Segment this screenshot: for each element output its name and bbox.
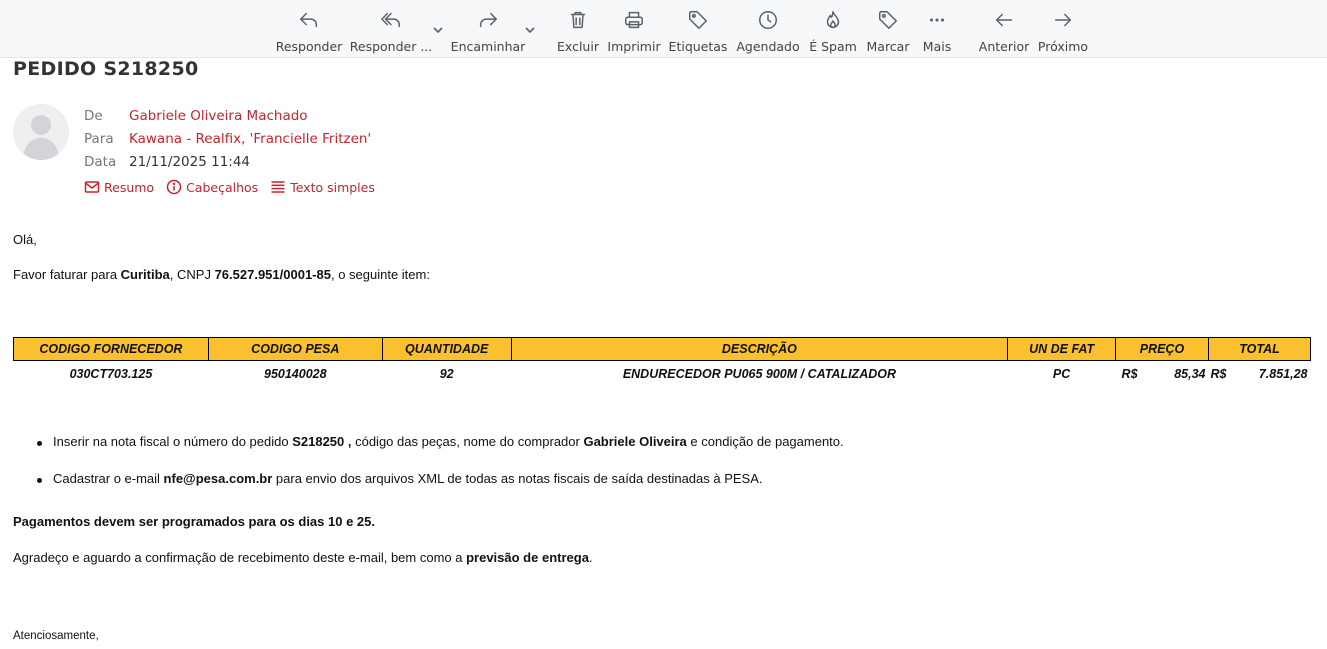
cell-description: ENDURECEDOR PU065 900M / CATALIZADOR [622, 366, 896, 381]
col-unit: UN DE FAT [1008, 338, 1116, 361]
avatar [13, 104, 69, 160]
order-table [13, 337, 1311, 387]
col-pesa-code: CODIGO PESA [208, 338, 382, 361]
cell-supplier-code: 030CT703.125 [69, 366, 153, 381]
table-row [14, 361, 1311, 387]
delete-button[interactable] [556, 6, 600, 54]
signoff: Atenciosamente, [13, 630, 99, 642]
toolbar [0, 0, 1327, 58]
instructions-list [13, 434, 844, 508]
list-item: Cadastrar o e-mail nfe@pesa.com.br para envio dos arquivos XML de todas as notas fiscais de saída destinadas à PESA. [13, 471, 844, 508]
thanks-text: Agradeço e aguardo a confirmação de recebimento deste e-mail, bem como a previsão de entrega. [13, 550, 593, 565]
lines-icon [270, 179, 286, 195]
to-value[interactable]: Kawana - Realfix, 'Francielle Fritzen' [129, 131, 372, 147]
to-label: Para [84, 131, 114, 147]
reply-label: Responder [275, 39, 343, 54]
forward-button[interactable] [452, 6, 524, 54]
col-total: TOTAL [1209, 338, 1311, 361]
arrow-left-icon [992, 8, 1016, 31]
tag-icon [686, 8, 710, 31]
summary-link-label: Resumo [104, 179, 155, 195]
col-supplier-code: CODIGO FORNECEDOR [14, 338, 209, 361]
next-label: Próximo [1037, 39, 1089, 54]
mark-label: Marcar [866, 39, 910, 54]
arrow-right-icon [1051, 8, 1075, 31]
forward-dropdown[interactable] [525, 20, 535, 30]
plain-text-link[interactable] [270, 179, 375, 195]
cell-pesa-code: 950140028 [264, 366, 327, 381]
tags-label: Etiquetas [668, 39, 728, 54]
info-icon [166, 179, 182, 195]
summary-link[interactable] [84, 179, 154, 195]
scheduled-label: Agendado [736, 39, 800, 54]
print-button[interactable] [607, 6, 661, 54]
cell-total: R$ 7.851,28 [1210, 366, 1308, 381]
more-button[interactable] [918, 6, 956, 54]
reply-all-button[interactable] [351, 6, 431, 54]
headers-link-label: Cabeçalhos [186, 179, 259, 195]
date-value: 21/11/2025 11:44 [129, 154, 251, 170]
reply-button[interactable] [277, 6, 341, 54]
cell-unit: PC [1052, 366, 1071, 381]
nfe-email: nfe@pesa.com.br [163, 471, 273, 486]
scheduled-button[interactable] [737, 6, 799, 54]
col-quantity: QUANTIDADE [382, 338, 511, 361]
forward-icon [476, 8, 500, 31]
previous-label: Anterior [978, 39, 1030, 54]
spam-label: É Spam [809, 39, 857, 54]
mark-button[interactable] [865, 6, 911, 54]
list-item: Inserir na nota fiscal o número do pedido S218250 , código das peças, nome do comprador Gabriele Oliveira e condição de pagamento. [13, 434, 844, 471]
envelope-icon [84, 179, 100, 195]
headers-link[interactable] [166, 179, 258, 195]
next-button[interactable] [1037, 6, 1089, 54]
clock-icon [756, 8, 780, 31]
spam-button[interactable] [808, 6, 858, 54]
tag-outline-icon [876, 8, 900, 31]
header-links [84, 179, 387, 195]
reply-all-icon [379, 8, 403, 31]
previous-button[interactable] [977, 6, 1031, 54]
intro-text: Favor faturar para Curitiba, CNPJ 76.527.951/0001-85, o seguinte item: [13, 267, 430, 282]
payments-note: Pagamentos devem ser programados para os dias 10 e 25. [13, 514, 375, 529]
more-dots-icon [925, 8, 949, 31]
print-label: Imprimir [607, 39, 661, 54]
forward-label: Encaminhar [450, 39, 526, 54]
col-price: PREÇO [1116, 338, 1209, 361]
from-value[interactable]: Gabriele Oliveira Machado [129, 108, 308, 124]
col-description: DESCRIÇÃO [511, 338, 1008, 361]
trash-icon [566, 8, 590, 31]
table-header-row [14, 338, 1311, 361]
more-label: Mais [922, 39, 952, 54]
user-placeholder-icon [13, 104, 69, 160]
chevron-down-icon [525, 25, 535, 35]
tags-button[interactable] [669, 6, 727, 54]
chevron-down-icon [433, 25, 443, 35]
flame-icon [821, 8, 845, 31]
cell-quantity: 92 [439, 366, 454, 381]
delete-label: Excluir [557, 39, 599, 54]
email-subject: PEDIDO S218250 [13, 58, 199, 80]
cell-price: R$ 85,34 [1121, 366, 1206, 381]
reply-all-label: Responder ... [349, 39, 433, 54]
greeting: Olá, [13, 232, 37, 247]
printer-icon [622, 8, 646, 31]
reply-all-dropdown[interactable] [433, 20, 443, 30]
date-label: Data [84, 154, 117, 170]
plain-text-link-label: Texto simples [290, 179, 375, 195]
from-label: De [84, 108, 103, 124]
reply-icon [297, 8, 321, 31]
